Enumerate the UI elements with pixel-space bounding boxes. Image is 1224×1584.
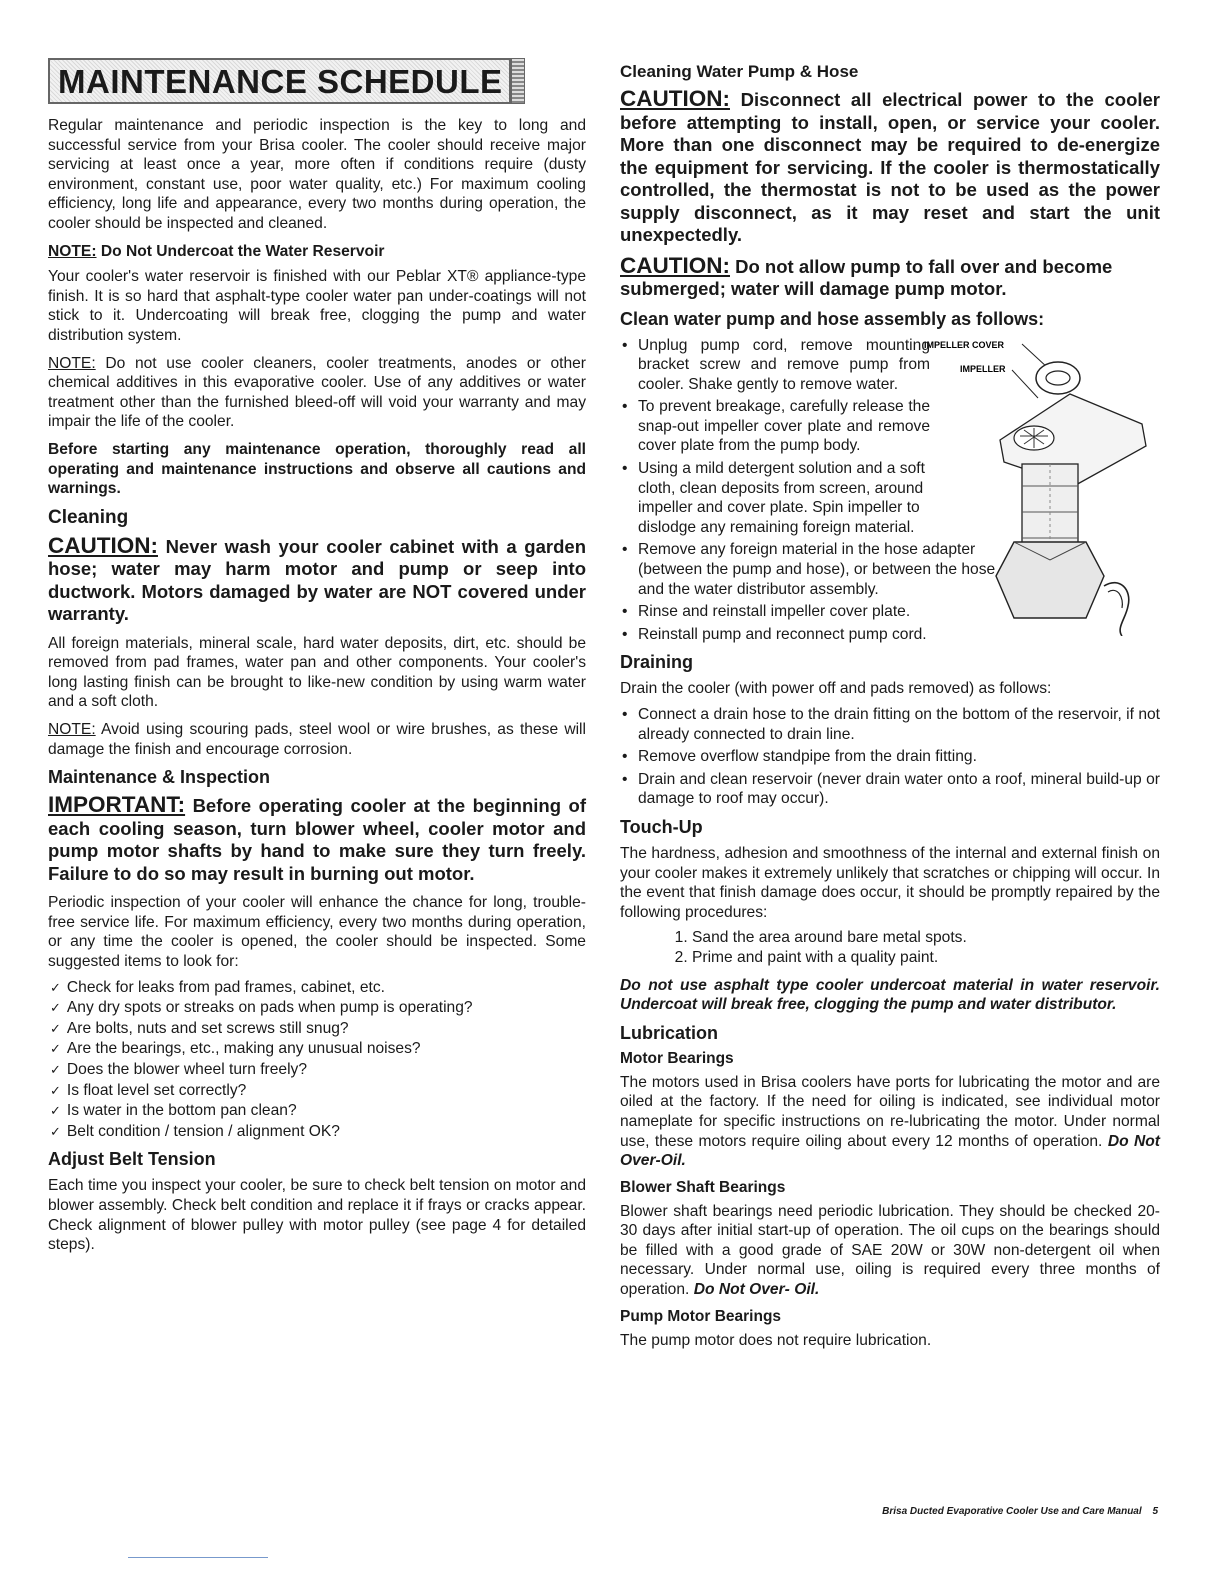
pump-step-item: • Unplug pump cord, remove mounting bracket screw and remove pump from cooler. Shake gently to remove water. bbox=[620, 336, 930, 395]
footer-rule bbox=[128, 1557, 268, 1558]
touchup-paragraph: The hardness, adhesion and smoothness of the internal and external finish on your cooler makes it extremely unlikely that scratches or chipping will occur. In the event that finish damage does occur, it should be promptly repaired by the following procedures: bbox=[620, 844, 1160, 921]
cleaning-caution: CAUTION: Never wash your cooler cabinet with a garden hose; water may harm motor and pump or seep into ductwork. Motors damaged by water are NOT covered under warranty. bbox=[48, 532, 586, 625]
blower-bearings-paragraph: Blower shaft bearings need periodic lubrication. They should be checked 20-30 days after initial start-up of operation. The oil cups on the bearings should be filled with a good grade of SAE 20W or 30W non-detergent oil when necessary. Under normal use, oiling is required every three months of operation. Do Not Over- Oil. bbox=[620, 1202, 1160, 1299]
motor-bearings-paragraph: The motors used in Brisa coolers have ports for lubricating the motor and are oiled at the factory. If the need for oiling is indicated, see individual motor nameplate for specific instructions on re-lubricating the motor. Under normal use, these motors require oiling about every 12 months of operation. Do Not Over-Oil. bbox=[620, 1073, 1160, 1170]
checklist-item: ✓ Belt condition / tension / alignment OK? bbox=[50, 1122, 340, 1140]
pump-hose-heading: Cleaning Water Pump & Hose bbox=[620, 62, 859, 81]
draining-heading: Draining bbox=[620, 652, 694, 673]
belt-tension-paragraph: Each time you inspect your cooler, be sure to check belt tension on motor and blower assembly. Check belt condition and replace it if frays or cracks appear. Check alignment of blower pulley with motor pulley (see page 4 for detailed steps). bbox=[48, 1177, 586, 1254]
lubrication-heading: Lubrication bbox=[620, 1022, 718, 1043]
draining-steps-list bbox=[620, 705, 1160, 809]
footer-manual-title: Brisa Ducted Evaporative Cooler Use and Care Manual bbox=[882, 1506, 1142, 1517]
before-start-warning: Before starting any maintenance operation, thoroughly read all operating and maintenance instructions and observe all cautions and warnings. bbox=[48, 440, 586, 498]
reservoir-paragraph: Your cooler's water reservoir is finished with our Peblar XT® appliance-type finish. It is so hard that asphalt-type cooler water pan under-coatings will not stick to it. Undercoating will break free, clogging the pump and water distribution system. bbox=[48, 268, 586, 344]
pump-step-item: • Reinstall pump and reconnect pump cord. bbox=[620, 625, 1160, 645]
touchup-step-item: 2. Prime and paint with a quality paint. bbox=[692, 948, 1160, 968]
inspection-checklist bbox=[48, 978, 586, 1142]
draining-step-item: • Drain and clean reservoir (never drain water onto a roof, mineral build-up or damage to roof may occur). bbox=[620, 770, 1160, 809]
important-warning: IMPORTANT: Before operating cooler at the beginning of each cooling season, turn blower wheel, cooler motor and pump motor shafts by hand to make sure they turn freely. Failure to do so may result in burning out motor. bbox=[48, 792, 586, 884]
left-column bbox=[48, 58, 586, 1255]
page-footer bbox=[882, 1506, 1158, 1517]
checklist-item: ✓ Are bolts, nuts and set screws still snug? bbox=[50, 1019, 349, 1037]
page-title: MAINTENANCE SCHEDULE bbox=[48, 58, 511, 104]
check-icon: ✓ bbox=[50, 1041, 61, 1057]
check-icon: ✓ bbox=[50, 1082, 61, 1098]
maintenance-inspection-heading: Maintenance & Inspection bbox=[48, 767, 271, 788]
undercoat-warning: Do not use asphalt type cooler undercoat material in water reservoir. Undercoat will break free, clogging the pump and water distributor. bbox=[620, 976, 1160, 1014]
clean-pump-heading: Clean water pump and hose assembly as follows: bbox=[620, 308, 1045, 329]
right-column bbox=[620, 58, 1160, 1350]
check-icon: ✓ bbox=[50, 979, 61, 995]
check-icon: ✓ bbox=[50, 1020, 61, 1036]
blower-bearings-heading: Blower Shaft Bearings bbox=[620, 1178, 786, 1196]
note-undercoat-heading: NOTE: Do Not Undercoat the Water Reservoir bbox=[48, 242, 385, 260]
draining-intro: Drain the cooler (with power off and pads removed) as follows: bbox=[620, 680, 1052, 698]
checklist-item: ✓ Does the blower wheel turn freely? bbox=[50, 1061, 308, 1078]
impeller-label: IMPELLER bbox=[960, 363, 1006, 374]
check-icon: ✓ bbox=[50, 1103, 61, 1119]
check-icon: ✓ bbox=[50, 1000, 61, 1016]
cleaning-heading: Cleaning bbox=[48, 506, 129, 528]
motor-bearings-heading: Motor Bearings bbox=[620, 1049, 734, 1067]
pump-section bbox=[620, 336, 1160, 645]
pump-step-item: • To prevent breakage, carefully release the snap-out impeller cover plate and remove cover plate from the pump body. bbox=[620, 397, 930, 456]
pump-step-item: • Remove any foreign material in the hose adapter (between the pump and hose), or between the hose and the water distributor assembly. bbox=[620, 540, 1020, 599]
pump-step-item: • Rinse and reinstall impeller cover plate. bbox=[620, 602, 1160, 622]
pump-step-item: • Using a mild detergent solution and a soft cloth, clean deposits from screen, around impeller and cover plate. Spin impeller to dislodge any remaining foreign material. bbox=[620, 459, 960, 537]
cleaning-paragraph: All foreign materials, mineral scale, hard water deposits, dirt, etc. should be removed from pad frames, water pan and other components. Your cooler's long lasting finish can be brought to like-new condition by using warm water and a soft cloth. bbox=[48, 634, 586, 711]
intro-paragraph: Regular maintenance and periodic inspection is the key to long and successful service from your Brisa cooler. The cooler should receive major servicing at least once a year, more often if conditions require (dusty environment, constant use, poor water quality, etc.) For maximum cooling efficiency, long life and appearance, every two months during operation, the cooler should be inspected and cleaned. bbox=[48, 117, 586, 232]
touchup-heading: Touch-Up bbox=[620, 816, 703, 837]
submerge-caution: CAUTION: Do not allow pump to fall over and become submerged; water will damage pump motor. bbox=[620, 252, 1113, 299]
checklist-item: ✓ Is water in the bottom pan clean? bbox=[50, 1102, 297, 1120]
page-number: 5 bbox=[1152, 1506, 1158, 1517]
draining-step-item: • Connect a drain hose to the drain fitting on the bottom of the reservoir, if not already connected to drain line. bbox=[620, 705, 1160, 744]
touchup-step-item: 1. Sand the area around bare metal spots. bbox=[692, 928, 1160, 948]
check-icon: ✓ bbox=[50, 1123, 61, 1139]
draining-step-item: • Remove overflow standpipe from the drain fitting. bbox=[620, 747, 1160, 767]
pump-motor-bearings-paragraph: The pump motor does not require lubrication. bbox=[620, 1331, 932, 1349]
checklist-item: ✓ Is float level set correctly? bbox=[50, 1081, 247, 1099]
belt-tension-heading: Adjust Belt Tension bbox=[48, 1149, 216, 1170]
pump-motor-bearings-heading: Pump Motor Bearings bbox=[620, 1307, 782, 1325]
additives-note: NOTE: Do not use cooler cleaners, cooler treatments, anodes or other chemical additives in this evaporative cooler. Use of any additives or water treatment other than the furnished bleed-off will void your warranty and may impair the life of the cooler. bbox=[48, 354, 586, 431]
scouring-note: NOTE: Avoid using scouring pads, steel wool or wire brushes, as these will damage the finish and encourage corrosion. bbox=[48, 721, 586, 758]
impeller-cover-label: IMPELLER COVER bbox=[924, 339, 1005, 350]
power-caution: CAUTION: Disconnect all electrical power to the cooler before attempting to install, open, or service your cooler. More than one disconnect may be required to de-energize the equipment for servicing. If the cooler is thermostatically controlled, the thermostat is not to be used as the power supply disconnect, as it may reset and start the unit unexpectedly. bbox=[620, 86, 1160, 245]
periodic-paragraph: Periodic inspection of your cooler will enhance the chance for long, trouble-free service life. For maximum efficiency, every two months during operation, or any time the cooler is opened, the cooler should be inspected. Some suggested items to look for: bbox=[48, 894, 586, 971]
check-icon: ✓ bbox=[50, 1062, 61, 1077]
checklist-item: ✓ Any dry spots or streaks on pads when pump is operating? bbox=[50, 999, 473, 1017]
checklist-item: ✓ Check for leaks from pad frames, cabinet, etc. bbox=[50, 978, 385, 996]
checklist-item: ✓ Are the bearings, etc., making any unusual noises? bbox=[50, 1040, 421, 1058]
touchup-steps-list bbox=[620, 928, 1160, 967]
